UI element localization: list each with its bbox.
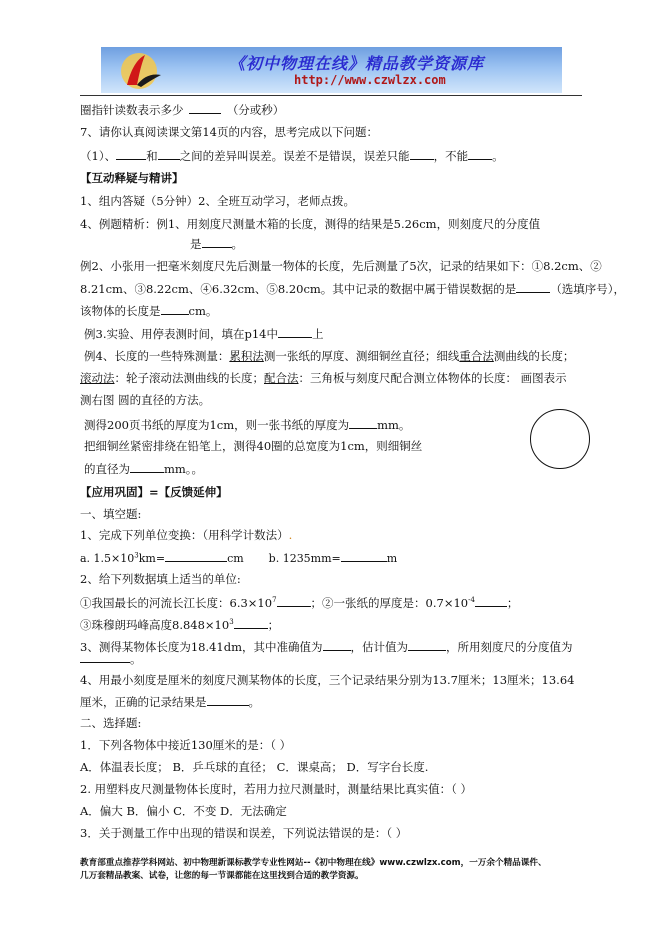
line-19: 一、填空题: [80, 507, 142, 521]
line-13: 滚动法：轮子滚动法测曲线的长度；配合法：三角板与刻度尺配合测立体物体的长度： 画图表示 [80, 371, 567, 385]
answer-blank [349, 416, 377, 429]
line-30: 1．下列各物体中接近130厘米的是：（ ） [80, 738, 292, 752]
answer-blank [277, 594, 311, 607]
line-34: 3．关于测量工作中出现的错误和误差，下列说法错误的是：（ ） [80, 826, 408, 840]
answer-blank [278, 325, 312, 338]
answer-blank [80, 650, 130, 663]
line-32: 2. 用塑料皮尺测量物体长度时，若用力拉尺测量时，测量结果比真实值：（ ） [80, 782, 473, 796]
header-banner [101, 47, 562, 93]
answer-blank [130, 460, 164, 473]
answer-blank [408, 638, 446, 651]
section-heading-application: 【应用巩固】=【反馈延伸】 [80, 485, 228, 499]
site-logo-icon [109, 49, 169, 91]
line-16: 把细铜丝紧密排绕在铅笔上，测得40圈的总宽度为1cm，则细铜丝 [84, 439, 423, 453]
line-11: 例3.实验、用停表测时间，填在p14中 上 [84, 327, 324, 341]
line-10: 该物体的长度是 cm。 [80, 304, 218, 318]
line-01: 圈指针读数表示多少 （分或秒） [80, 103, 285, 117]
answer-blank [323, 638, 351, 651]
line-20: 1、完成下列单位变换：（用科学计数法）. [80, 528, 293, 542]
line-33: A．偏大 B．偏小 C．不变 D．无法确定 [80, 804, 287, 818]
answer-blank [207, 693, 249, 706]
line-07: 是 。 [190, 237, 243, 251]
banner-url[interactable]: http://www.czwlzx.com [294, 73, 446, 87]
answer-blank [158, 147, 180, 160]
line-26: 。 [80, 650, 142, 667]
footer-line-2: 几万套精品教案、试卷，让您的每一节课都能在这里找到合适的教学资源。 [80, 871, 364, 881]
answer-blank [165, 549, 227, 562]
answer-blank [341, 549, 387, 562]
line-31: A．体温表长度； B．乒乓球的直径； C．课桌高； D．写字台长度. [80, 760, 429, 774]
line-09: 8.21cm、③8.22cm、④6.32cm、⑤8.20cm。其中记录的数据中属于错误数据的是 （选填序号）， [80, 282, 626, 296]
line-05: 1、组内答疑（5分钟）2、全班互动学习，老师点拨。 [80, 194, 355, 208]
answer-blank [410, 147, 434, 160]
line-25: 3、测得某物体长度为18.41dm，其中准确值为 ，估计值为 ，所用刻度尺的分度值为 [80, 640, 573, 654]
answer-blank [116, 147, 146, 160]
line-12: 例4、长度的一些特殊测量：累积法测一张纸的厚度、测细铜丝直径；细线重合法测曲线的长度； [84, 349, 575, 363]
line-14: 测右图 圆的直径的方法。 [80, 393, 211, 407]
line-28: 厘米，正确的记录结果是 。 [80, 695, 260, 709]
header-rule [80, 95, 582, 96]
line-17: 的直径为 mm。。 [84, 462, 204, 476]
answer-blank [189, 101, 221, 114]
answer-blank [234, 616, 268, 629]
line-29: 二、选择题: [80, 716, 142, 730]
answer-blank [468, 147, 492, 160]
line-03: （1）、 和 之间的差异叫误差。误差不是错误，误差只能 ，不能 。 [80, 149, 504, 163]
answer-blank [475, 594, 507, 607]
line-24: ③珠穆朗玛峰高度$8.848\times 10^3$ ； [80, 618, 280, 632]
section-heading-interaction: 【互动释疑与精讲】 [80, 171, 184, 185]
banner-title: 《初中物理在线》精品教学资源库 [229, 54, 485, 73]
answer-blank [516, 280, 550, 293]
line-23: ①我国最长的河流长江长度：$6.3\times 10^7$ ；②一张纸的厚度是：$0.7\times 10^{-4}$ ； [80, 596, 519, 610]
line-08: 例2、小张用一把毫米刻度尺先后测量一物体的长度，先后测量了5次，记录的结果如下：①8.2cm、② [80, 259, 602, 273]
footer-line-1: 教育部重点推荐学科网站、初中物理新课标教学专业性网站--《初中物理在线》www.czwlzx.com，一万余个精品课件、 [80, 858, 547, 868]
line-27: 4、用最小刻度是厘米的刻度尺测某物体的长度，三个记录结果分别为13.7厘米；13厘米；13.64 [80, 673, 575, 687]
answer-blank [202, 235, 232, 248]
line-15: 测得200页书纸的厚度为1cm，则一张书纸的厚度为 mm。 [84, 418, 411, 432]
circle-figure [530, 409, 590, 469]
line-06: 4、例题精析：例1、用刻度尺测量木箱的长度，测得的结果是5.26cm，则刻度尺的分度值 [80, 217, 541, 231]
line-02: 7、请你认真阅读课文第14页的内容，思考完成以下问题： [80, 125, 378, 139]
line-22: 2、给下列数据填上适当的单位: [80, 572, 241, 586]
line-21: a. $1.5\times 10^3km=$ cm b. 1235mm= m [80, 549, 397, 567]
answer-blank [161, 302, 189, 315]
